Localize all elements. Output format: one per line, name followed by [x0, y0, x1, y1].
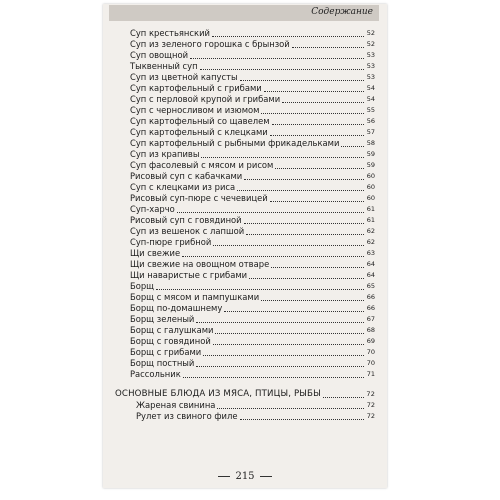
toc-entry-page: 56: [366, 117, 375, 125]
toc-entry-page: 60: [366, 172, 375, 180]
toc-entry-page: 62: [366, 238, 375, 246]
dot-leader: [177, 211, 364, 213]
toc-entry-title: ОСНОВНЫЕ БЛЮДА ИЗ МЯСА, ПТИЦЫ, РЫБЫ: [115, 389, 321, 399]
toc-entry: [130, 127, 375, 138]
toc-entry-page: 66: [366, 293, 375, 301]
toc-entry-page: 54: [366, 95, 375, 103]
toc-entry-title: Рисовый суп с говядиной: [130, 215, 242, 225]
toc-entry-title: Суп картофельный с клецками: [130, 127, 268, 137]
toc-entry-title: Суп картофельный со щавелем: [130, 116, 270, 126]
toc-entry-title: Суп картофельный с грибами: [130, 83, 262, 93]
toc-entry: [130, 237, 375, 248]
dot-leader: [217, 407, 364, 409]
dot-leader: [246, 233, 364, 235]
toc-entry-title: Борщ зеленый: [130, 314, 195, 324]
toc-entry-page: 55: [366, 106, 375, 114]
dot-leader: [323, 396, 364, 398]
toc-entry-page: 67: [366, 315, 375, 323]
toc-entry-title: Тыквенный суп: [130, 61, 198, 71]
toc-entry-page: 69: [366, 337, 375, 345]
dot-leader: [237, 189, 364, 191]
toc-entry-title: Суп из крапивы: [130, 149, 200, 159]
toc-entry-title: Борщ постный: [130, 358, 195, 368]
dot-leader: [224, 310, 364, 312]
table-of-contents: [115, 28, 375, 422]
dot-leader: [282, 101, 364, 103]
toc-entry: [130, 28, 375, 39]
toc-entry: [130, 270, 375, 281]
book-page: [103, 4, 387, 488]
toc-entry-title: Щи свежие: [130, 248, 181, 258]
dot-leader: [271, 266, 364, 268]
toc-entry-page: 53: [366, 62, 375, 70]
toc-entry-page: 59: [366, 161, 375, 169]
toc-entry-title: Щи свежие на овощном отваре: [130, 259, 270, 269]
dot-leader: [240, 79, 364, 81]
toc-entry-title: Суп из вешенок с лапшой: [130, 226, 245, 236]
dot-leader: [213, 244, 364, 246]
toc-entry-page: 53: [366, 73, 375, 81]
toc-entry-page: 71: [366, 370, 375, 378]
dot-leader: [244, 222, 364, 224]
toc-entry-title: Борщ: [130, 281, 155, 291]
toc-entry: [130, 61, 375, 72]
dot-leader: [201, 156, 364, 158]
toc-entry-title: Суп из цветной капусты: [130, 72, 238, 82]
toc-entry-title: Рулет из свиного филе: [136, 411, 238, 421]
toc-entry-page: 72: [366, 390, 375, 398]
dash-left: [218, 476, 230, 477]
page-header: [109, 5, 379, 21]
toc-section-heading: [115, 388, 375, 400]
toc-entry-title: Суп крестьянский: [130, 28, 210, 38]
toc-entry: [130, 259, 375, 270]
toc-entry-title: Борщ с грибами: [130, 347, 202, 357]
dot-leader: [275, 167, 364, 169]
dot-leader: [244, 178, 364, 180]
dash-right: [260, 476, 272, 477]
toc-entry-title: Суп картофельный с рыбными фрикадельками: [130, 138, 340, 148]
toc-entry: [130, 314, 375, 325]
dot-leader: [261, 299, 364, 301]
toc-entry: [130, 116, 375, 127]
toc-entry-title: Щи наваристые с грибами: [130, 270, 248, 280]
toc-entry: [130, 325, 375, 336]
dot-leader: [200, 68, 364, 70]
toc-entry-title: Рисовый суп с кабачками: [130, 171, 243, 181]
dot-leader: [261, 112, 364, 114]
toc-entry: [130, 50, 375, 61]
toc-entry-page: 58: [366, 139, 375, 147]
toc-entry: [130, 204, 375, 215]
page-number-text: 215: [235, 471, 255, 482]
dot-leader: [183, 376, 364, 378]
toc-entry-page: 70: [366, 348, 375, 356]
toc-entry: [130, 248, 375, 259]
dot-leader: [264, 90, 364, 92]
toc-entry: [136, 400, 375, 411]
toc-entry: [130, 292, 375, 303]
toc-entry-page: 65: [366, 282, 375, 290]
toc-entry-page: 57: [366, 128, 375, 136]
toc-entry-title: Жареная свинина: [136, 400, 216, 410]
toc-entry: [136, 411, 375, 422]
toc-entry-title: Рисовый суп-пюре с чечевицей: [130, 193, 268, 203]
toc-entry-page: 72: [366, 401, 375, 409]
toc-entry-title: Суп-харчо: [130, 204, 175, 214]
toc-entry-title: Суп с клецками из риса: [130, 182, 236, 192]
toc-entry: [130, 72, 375, 83]
toc-entry-page: 64: [366, 260, 375, 268]
toc-entry-page: 63: [366, 249, 375, 257]
toc-entry: [130, 171, 375, 182]
toc-entry-title: Рассольник: [130, 369, 181, 379]
page-number: [103, 471, 387, 482]
dot-leader: [249, 277, 364, 279]
dot-leader: [272, 123, 364, 125]
dot-leader: [196, 321, 364, 323]
toc-entry: [130, 226, 375, 237]
toc-entry: [130, 160, 375, 171]
toc-entry-page: 72: [366, 412, 375, 420]
toc-entry-page: 54: [366, 84, 375, 92]
dot-leader: [203, 354, 364, 356]
toc-entry: [130, 83, 375, 94]
toc-entry: [130, 138, 375, 149]
toc-entry-page: 59: [366, 150, 375, 158]
dot-leader: [292, 46, 364, 48]
dot-leader: [240, 418, 365, 420]
toc-entry-title: Суп из зеленого горошка с брынзой: [130, 39, 290, 49]
toc-entry-page: 60: [366, 183, 375, 191]
toc-entry-title: Суп-пюре грибной: [130, 237, 212, 247]
toc-entry: [130, 281, 375, 292]
dot-leader: [196, 365, 364, 367]
toc-entry-page: 70: [366, 359, 375, 367]
toc-entry-title: Борщ с говядиной: [130, 336, 211, 346]
toc-entry-title: Суп овощной: [130, 50, 189, 60]
dot-leader: [215, 332, 364, 334]
toc-entry-title: Борщ с мясом и пампушками: [130, 292, 260, 302]
toc-entry-page: 66: [366, 304, 375, 312]
dot-leader: [270, 134, 364, 136]
toc-entry-page: 61: [366, 205, 375, 213]
toc-entry: [130, 94, 375, 105]
toc-entry: [130, 182, 375, 193]
toc-entry: [130, 193, 375, 204]
toc-entry-page: 64: [366, 271, 375, 279]
toc-entry: [130, 347, 375, 358]
toc-entry: [130, 369, 375, 380]
dot-leader: [190, 57, 364, 59]
toc-entry-title: Борщ с галушками: [130, 325, 214, 335]
toc-entry-title: Борщ по-домашнему: [130, 303, 223, 313]
dot-leader: [212, 35, 364, 37]
toc-entry-title: Суп фасолевый с мясом и рисом: [130, 160, 274, 170]
toc-entry: [130, 336, 375, 347]
toc-entry-title: Суп с черносливом и изюмом: [130, 105, 260, 115]
toc-entry-page: 61: [366, 216, 375, 224]
toc-entry: [130, 105, 375, 116]
dot-leader: [270, 200, 364, 202]
toc-entry-page: 62: [366, 227, 375, 235]
dot-leader: [182, 255, 364, 257]
toc-entry-page: 53: [366, 51, 375, 59]
toc-entry-page: 52: [366, 40, 375, 48]
toc-entry: [130, 215, 375, 226]
toc-entry: [130, 149, 375, 160]
toc-entry-page: 60: [366, 194, 375, 202]
dot-leader: [213, 343, 364, 345]
toc-entry: [130, 358, 375, 369]
header-title: Содержание: [311, 7, 373, 17]
toc-entry-page: 68: [366, 326, 375, 334]
dot-leader: [341, 145, 364, 147]
toc-entry-title: Суп с перловой крупой и грибами: [130, 94, 281, 104]
toc-entry: [130, 303, 375, 314]
dot-leader: [156, 288, 364, 290]
toc-entry-page: 52: [366, 29, 375, 37]
toc-entry: [130, 39, 375, 50]
